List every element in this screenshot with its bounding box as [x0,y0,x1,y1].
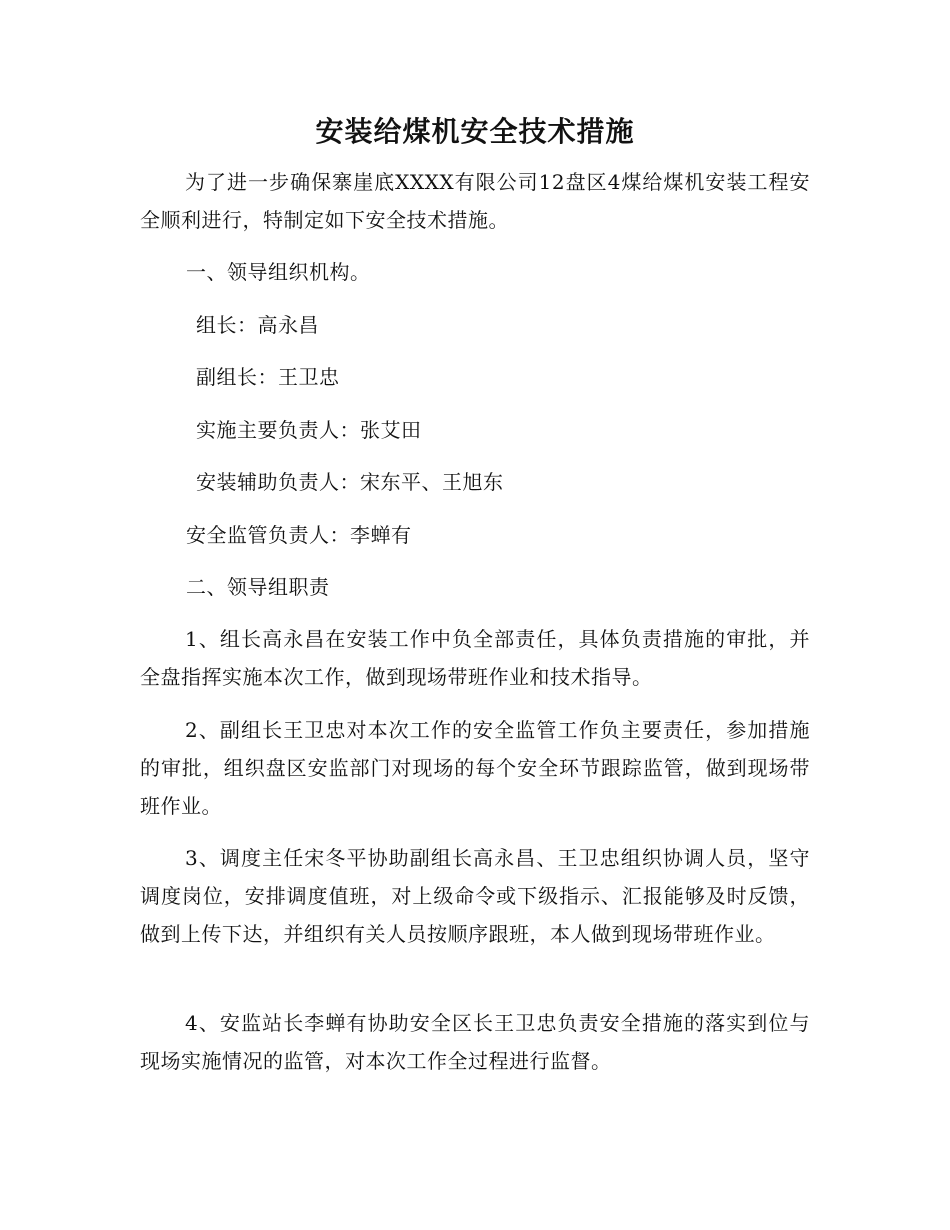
section-heading-duties: 二、领导组职责 [186,575,330,599]
duty-item-4: 4、安监站长李蝉有协助安全区长王卫忠负责安全措施的落实到位与现场实施情况的监管，对本次工作全过程进行监督。 [140,1011,810,1073]
section-heading-organization: 一、领导组织机构。 [186,260,371,284]
document-title: 安装给煤机安全技术措施 [315,115,635,148]
member-leader: 组长：高永昌 [196,313,319,337]
member-implementation-lead: 实施主要负责人：张艾田 [196,418,422,442]
duty-item-2: 2、副组长王卫忠对本次工作的安全监管工作负主要责任，参加措施的审批，组织盘区安监部门对现场的每个安全环节跟踪监管，做到现场带班作业。 [140,718,810,818]
duty-item-3: 3、调度主任宋冬平协助副组长高永昌、王卫忠组织协调人员，坚守调度岗位，安排调度值班，对上级命令或下级指示、汇报能够及时反馈，做到上传下达，并组织有关人员按顺序跟班，本人做到现场带班作业。 [140,846,810,946]
member-installation-assistant: 安装辅助负责人：宋东平、王旭东 [196,470,504,494]
member-deputy-leader: 副组长：王卫忠 [196,365,340,389]
intro-paragraph: 为了进一步确保寨崖底XXXX有限公司12盘区4煤给煤机安装工程安全顺利进行，特制定如下安全技术措施。 [140,170,810,232]
duty-item-1: 1、组长高永昌在安装工作中负全部责任，具体负责措施的审批，并全盘指挥实施本次工作，做到现场带班作业和技术指导。 [140,627,810,689]
member-safety-supervisor: 安全监管负责人：李蝉有 [186,523,412,547]
